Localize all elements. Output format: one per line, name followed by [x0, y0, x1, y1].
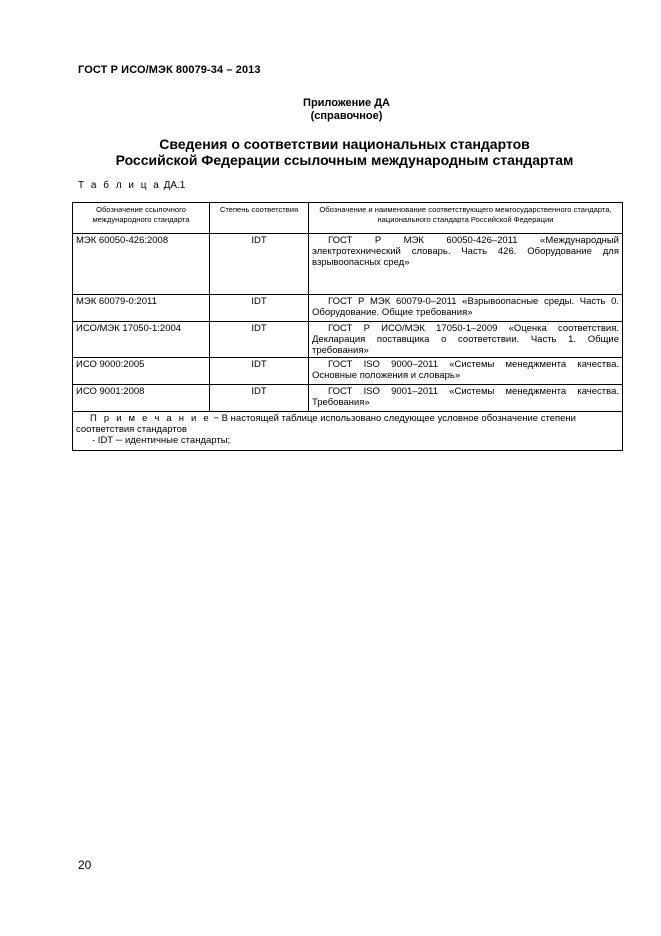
degree-cell: IDT [210, 385, 309, 412]
table-row [73, 358, 623, 385]
national-standard-cell: ГОСТ Р МЭК 60079-0–2011 «Взрывоопасные среды. Часть 0. Оборудование. Общие требования» [309, 295, 623, 322]
table-header-row [73, 203, 623, 234]
table-row [73, 295, 623, 322]
standards-correspondence-table [72, 202, 623, 451]
table-note-cell [73, 412, 623, 451]
note-item: - IDT ─ идентичные стандарты; [92, 435, 231, 446]
national-standard-cell: ГОСТ ISO 9000–2011 «Системы менеджмента качества. Основные положения и словарь» [309, 358, 623, 385]
table-caption-number: ДА.1 [163, 180, 186, 191]
table-row [73, 322, 623, 358]
note-label: П р и м е ч а н и е [90, 413, 211, 424]
national-standard-cell: ГОСТ Р ИСО/МЭК 17050-1–2009 «Оценка соответствия. Декларация поставщика о соответствии. Часть 1. Общие требования» [309, 322, 623, 358]
section-title-line-1: Сведения о соответствии национальных стандартов [159, 136, 530, 152]
appendix-subtitle: (справочное) [310, 110, 383, 122]
reference-standard-cell: ИСО 9001:2008 [73, 385, 210, 412]
reference-standard-cell: МЭК 60079-0:2011 [73, 295, 210, 322]
header-degree-of-correspondence: Степень соответствия [210, 203, 309, 234]
note-text: − В настоящей таблице использовано следующее условное обозначение степени соответствия стандартов [76, 413, 576, 435]
header-national-standard: Обозначение и наименование соответствующего межгосударственного стандарта, национального стандарта Российской Федерации [309, 203, 623, 234]
appendix-heading [0, 97, 661, 123]
header-reference-standard: Обозначение ссылочного международного стандарта [73, 203, 210, 234]
page-number: 20 [78, 858, 92, 872]
reference-standard-cell: ИСО 9000:2005 [73, 358, 210, 385]
reference-standard-cell: МЭК 60050-426:2008 [73, 234, 210, 295]
degree-cell: IDT [210, 322, 309, 358]
section-title-line-2: Российской Федерации ссылочным международным стандартам [115, 152, 574, 168]
national-standard-cell: ГОСТ ISO 9001–2011 «Системы менеджмента качества. Требования» [309, 385, 623, 412]
degree-cell: IDT [210, 358, 309, 385]
table-note-row [73, 412, 623, 451]
section-title [0, 136, 661, 168]
reference-standard-cell: ИСО/МЭК 17050-1:2004 [73, 322, 210, 358]
degree-cell: IDT [210, 234, 309, 295]
document-code-header: ГОСТ Р ИСО/МЭК 80079-34 – 2013 [78, 64, 261, 76]
national-standard-cell: ГОСТ Р МЭК 60050-426–2011 «Международный электротехнический словарь. Часть 426. Оборудование для взрывоопасных сред» [309, 234, 623, 295]
table-caption [78, 180, 185, 191]
table-caption-label: Т а б л и ц а [78, 180, 161, 191]
appendix-title: Приложение ДА [303, 97, 390, 109]
degree-cell: IDT [210, 295, 309, 322]
table-row [73, 385, 623, 412]
table-row [73, 234, 623, 295]
